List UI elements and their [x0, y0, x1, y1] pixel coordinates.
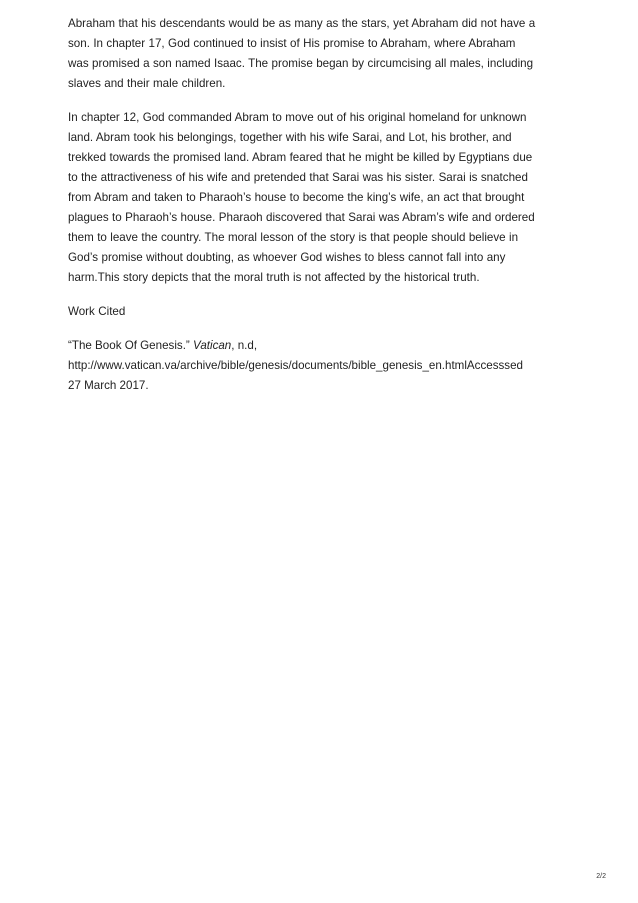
citation-title: “The Book Of Genesis.” [68, 339, 194, 352]
citation-url: http://www.vatican.va/archive/bible/genesis/documents/bible_genesis_en.htmlAccesssed [68, 359, 523, 372]
text-line: In chapter 12, God commanded Abram to move out of his original homeland for unknown [68, 111, 527, 124]
text-line: God’s promise without doubting, as whoever God wishes to bless cannot fall into any [68, 251, 506, 264]
text-line: harm.This story depicts that the moral truth is not affected by the historical truth. [68, 271, 480, 284]
body-paragraph-2 [68, 108, 574, 288]
text-line: plagues to Pharaoh’s house. Pharaoh discovered that Sarai was Abram’s wife and ordered [68, 211, 535, 224]
text-line: to the attractiveness of his wife and pretended that Sarai was his sister. Sarai is snatched [68, 171, 528, 184]
body-paragraph-1 [68, 14, 574, 94]
text-line: was promised a son named Isaac. The promise began by circumcising all males, including [68, 57, 534, 70]
text-line: Abraham that his descendants would be as many as the stars, yet Abraham did not have a [68, 17, 536, 30]
citation-first-line [68, 336, 574, 356]
citation-source: Vatican [193, 339, 232, 352]
text-line: them to leave the country. The moral lesson of the story is that people should believe in [68, 231, 519, 244]
document-page [68, 14, 574, 396]
citation-date: , n.d, [231, 339, 258, 352]
citation-entry [68, 336, 574, 396]
page-number: 2/2 [596, 873, 606, 880]
works-cited-heading: Work Cited [68, 305, 126, 318]
text-line: son. In chapter 17, God continued to insist of His promise to Abraham, where Abraham [68, 37, 516, 50]
citation-accessed: 27 March 2017. [68, 379, 149, 392]
text-line: from Abram and taken to Pharaoh’s house to become the king’s wife, an act that brought [68, 191, 525, 204]
text-line: slaves and their male children. [68, 77, 226, 90]
text-line: land. Abram took his belongings, together with his wife Sarai, and Lot, his brother, and [68, 131, 512, 144]
text-line: trekked towards the promised land. Abram feared that he might be killed by Egyptians due [68, 151, 533, 164]
